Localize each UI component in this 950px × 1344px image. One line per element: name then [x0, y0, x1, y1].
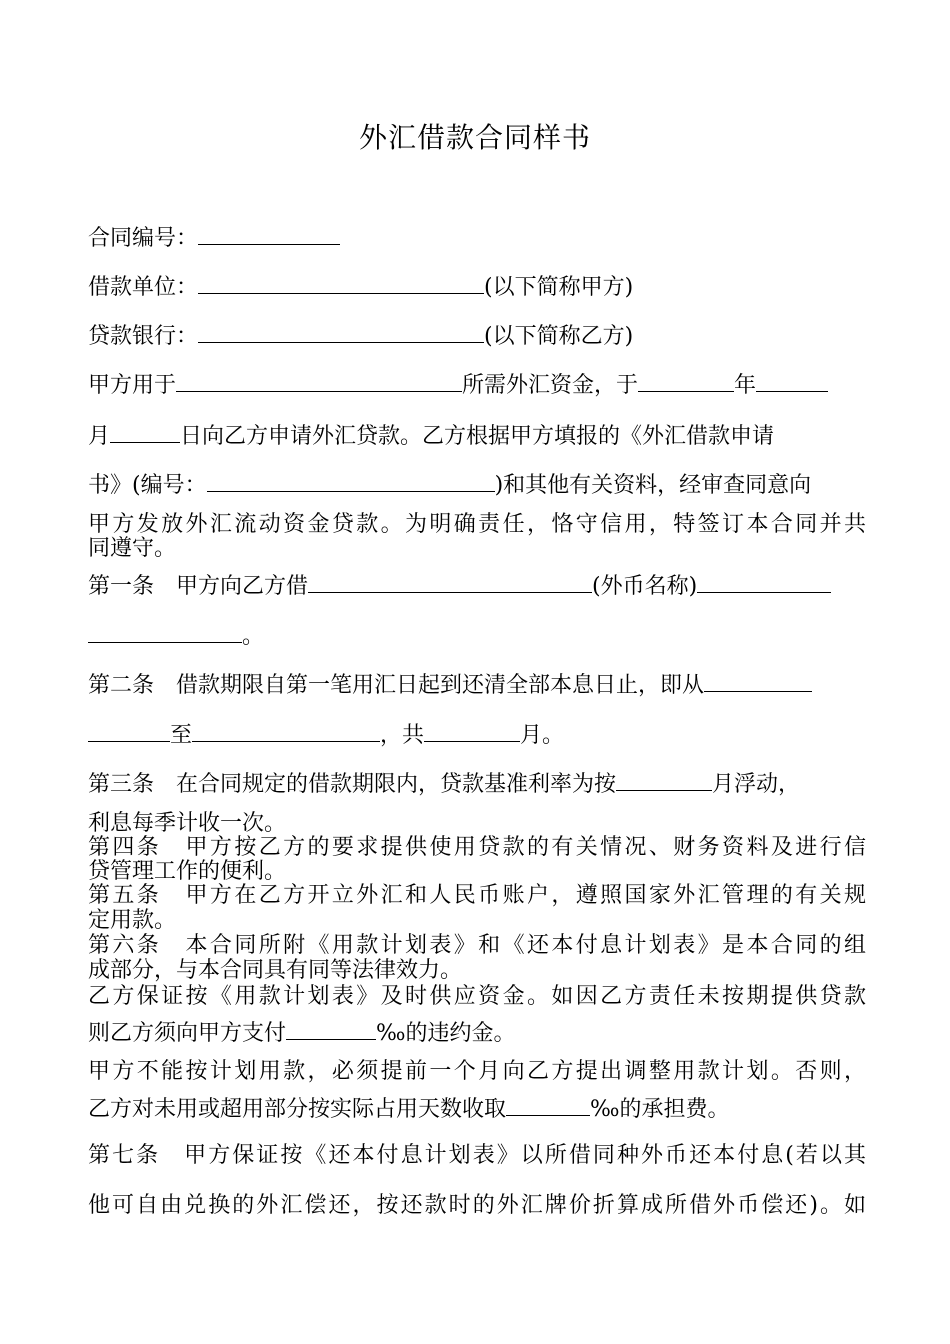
preamble-line-1	[88, 371, 866, 399]
line-text: 第一条 甲方向乙方借	[88, 574, 309, 599]
article-1-line-1	[88, 572, 866, 600]
article-4-line-2	[88, 859, 866, 885]
line-text: 月	[88, 424, 111, 449]
line-text: 年	[734, 373, 757, 398]
article-7-line-2	[88, 1193, 866, 1219]
line-text: 。	[242, 624, 265, 649]
article-1-line-2	[88, 622, 866, 650]
article-3-line-1	[88, 770, 866, 798]
preamble-line-3	[88, 471, 866, 499]
line-text: 第四条 甲方按乙方的要求提供使用贷款的有关情况、财务资料及进行信	[88, 835, 866, 860]
line-text: 借款单位：	[88, 275, 199, 300]
fill-blank[interactable]	[704, 671, 812, 692]
fill-blank[interactable]	[207, 471, 495, 492]
fill-blank[interactable]	[506, 1095, 590, 1116]
article-2-line-2	[88, 721, 866, 749]
article-7-line-1	[88, 1143, 866, 1169]
line-text: 成部分，与本合同具有同等法律效力。	[88, 958, 463, 983]
fill-blank[interactable]	[286, 1019, 376, 1040]
article-5-line-2	[88, 908, 866, 934]
line-text: 第二条 借款期限自第一笔用汇日起到还清全部本息日止，即从	[88, 673, 705, 698]
line-text: (以下简称甲方)	[484, 275, 634, 300]
article-3-line-2	[88, 811, 866, 837]
line-text: 第七条 甲方保证按《还本付息计划表》以所借同种外币还本付息(若以其	[88, 1143, 866, 1168]
line-text: 甲方不能按计划用款，必须提前一个月向乙方提出调整用款计划。否则，	[88, 1059, 866, 1084]
line-text: 定用款。	[88, 908, 177, 933]
line-text: 日向乙方申请外汇贷款。乙方根据甲方填报的《外汇借款申请	[180, 424, 775, 449]
article-6-line-3	[88, 984, 866, 1010]
preamble-line-4	[88, 512, 866, 538]
fill-blank[interactable]	[697, 572, 831, 593]
line-text: )和其他有关资料，经审查同意向	[494, 473, 812, 498]
line-text: 书》(编号：	[88, 473, 207, 498]
line-text: 月浮动，	[712, 772, 801, 797]
borrower-line	[88, 273, 866, 301]
fill-blank[interactable]	[192, 721, 380, 742]
fill-blank[interactable]	[88, 721, 170, 742]
line-text: 所需外汇资金，于	[462, 373, 639, 398]
fill-blank[interactable]	[616, 770, 712, 791]
fill-blank[interactable]	[198, 322, 484, 343]
line-text: 贷款银行：	[88, 324, 199, 349]
line-text: 贷管理工作的便利。	[88, 859, 287, 884]
article-6-line-1	[88, 933, 866, 959]
lender-line	[88, 322, 866, 350]
line-text: 则乙方须向甲方支付	[88, 1021, 287, 1046]
line-text: ，共	[380, 723, 425, 748]
fill-blank[interactable]	[638, 371, 734, 392]
fill-blank[interactable]	[176, 371, 462, 392]
fill-blank[interactable]	[756, 371, 828, 392]
fill-blank[interactable]	[198, 273, 484, 294]
line-text: 第五条 甲方在乙方开立外汇和人民币账户，遵照国家外汇管理的有关规	[88, 883, 866, 908]
line-text: 他可自由兑换的外汇偿还，按还款时的外汇牌价折算成所借外币偿还)。如	[88, 1193, 866, 1218]
fill-blank[interactable]	[88, 622, 242, 643]
document-title: 外汇借款合同样书	[358, 121, 591, 154]
line-text: (外币名称)	[592, 574, 698, 599]
fill-blank[interactable]	[308, 572, 592, 593]
article-5-line-1	[88, 883, 866, 909]
fill-blank[interactable]	[198, 224, 340, 245]
article-6-line-6	[88, 1095, 866, 1123]
article-6-line-5	[88, 1059, 866, 1085]
article-4-line-1	[88, 835, 866, 861]
line-text: 乙方保证按《用款计划表》及时供应资金。如因乙方责任未按期提供贷款	[88, 984, 866, 1009]
line-text: ‰的承担费。	[590, 1097, 730, 1122]
line-text: 乙方对未用或超用部分按实际占用天数收取	[88, 1097, 507, 1122]
contract-number-line	[88, 224, 866, 252]
line-text: 月。	[520, 723, 565, 748]
line-text: 甲方用于	[88, 373, 177, 398]
article-6-line-4	[88, 1019, 866, 1047]
preamble-line-5	[88, 536, 866, 562]
line-text: 第三条 在合同规定的借款期限内，贷款基准利率为按	[88, 772, 617, 797]
article-6-line-2	[88, 958, 866, 984]
line-text: 合同编号：	[88, 226, 199, 251]
fill-blank[interactable]	[110, 422, 180, 443]
line-text: ‰的违约金。	[376, 1021, 516, 1046]
line-text: 至	[170, 723, 193, 748]
line-text: (以下简称乙方)	[484, 324, 634, 349]
line-text: 第六条 本合同所附《用款计划表》和《还本付息计划表》是本合同的组	[88, 933, 866, 958]
line-text: 同遵守。	[88, 536, 177, 561]
line-text: 利息每季计收一次。	[88, 811, 287, 836]
preamble-line-2	[88, 422, 866, 450]
fill-blank[interactable]	[424, 721, 520, 742]
article-2-line-1	[88, 671, 866, 699]
line-text: 甲方发放外汇流动资金贷款。为明确责任，恪守信用，特签订本合同并共	[88, 512, 866, 537]
